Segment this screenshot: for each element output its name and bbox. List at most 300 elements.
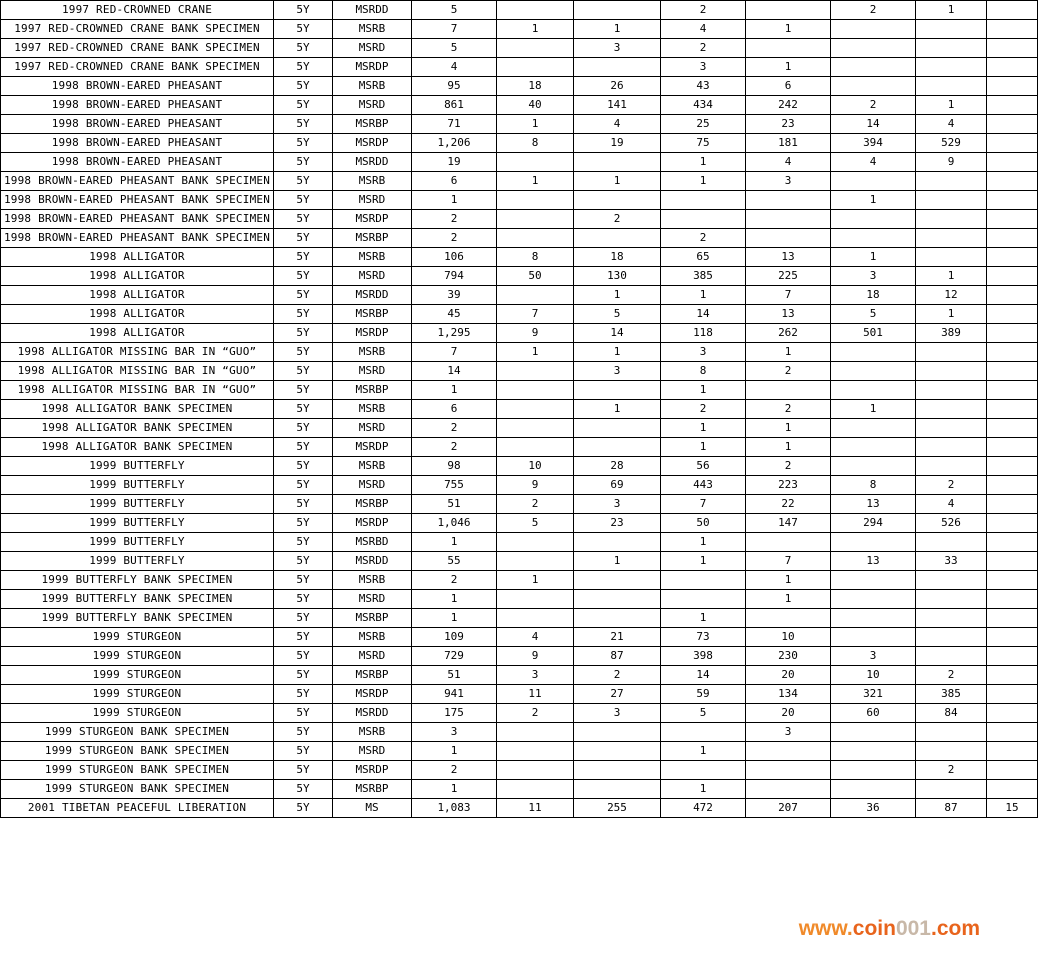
cell-label: MSRDP <box>333 134 412 153</box>
cell-grade: 5Y <box>274 457 333 476</box>
cell-label: MSRB <box>333 20 412 39</box>
cell-description: 1998 ALLIGATOR <box>1 305 274 324</box>
cell-count4: 1 <box>661 419 746 438</box>
table-row <box>1 96 1038 115</box>
cell-count6 <box>831 39 916 58</box>
cell-count7: 33 <box>916 552 987 571</box>
cell-count7 <box>916 77 987 96</box>
cell-count7 <box>916 628 987 647</box>
cell-count6: 13 <box>831 495 916 514</box>
cell-grade: 5Y <box>274 77 333 96</box>
cell-count1: 1 <box>412 609 497 628</box>
cell-label: MSRBP <box>333 495 412 514</box>
cell-description: 1999 BUTTERFLY BANK SPECIMEN <box>1 571 274 590</box>
watermark-digits: 001 <box>895 917 931 940</box>
watermark-brand: coin <box>852 917 896 940</box>
cell-count5 <box>746 742 831 761</box>
cell-count8 <box>987 628 1038 647</box>
table-row <box>1 267 1038 286</box>
cell-label: MSRDP <box>333 210 412 229</box>
cell-count2: 4 <box>497 628 574 647</box>
cell-grade: 5Y <box>274 286 333 305</box>
cell-count7 <box>916 343 987 362</box>
cell-description: 1998 BROWN-EARED PHEASANT <box>1 115 274 134</box>
cell-count5 <box>746 609 831 628</box>
table-row <box>1 305 1038 324</box>
cell-grade: 5Y <box>274 742 333 761</box>
cell-count4: 8 <box>661 362 746 381</box>
cell-description: 2001 TIBETAN PEACEFUL LIBERATION <box>1 799 274 818</box>
cell-count1: 71 <box>412 115 497 134</box>
cell-label: MSRDP <box>333 761 412 780</box>
cell-count2 <box>497 286 574 305</box>
cell-count5: 207 <box>746 799 831 818</box>
cell-count5: 23 <box>746 115 831 134</box>
cell-description: 1998 BROWN-EARED PHEASANT BANK SPECIMEN <box>1 210 274 229</box>
cell-count3: 1 <box>574 20 661 39</box>
cell-count1: 6 <box>412 172 497 191</box>
cell-grade: 5Y <box>274 39 333 58</box>
cell-count2 <box>497 590 574 609</box>
cell-count5: 2 <box>746 400 831 419</box>
cell-count3: 69 <box>574 476 661 495</box>
cell-count6: 1 <box>831 191 916 210</box>
cell-count8 <box>987 761 1038 780</box>
table-row <box>1 39 1038 58</box>
cell-count2: 11 <box>497 799 574 818</box>
cell-count4: 14 <box>661 666 746 685</box>
cell-label: MSRB <box>333 343 412 362</box>
cell-count8 <box>987 685 1038 704</box>
cell-count3: 14 <box>574 324 661 343</box>
cell-label: MSRBP <box>333 666 412 685</box>
cell-description: 1997 RED-CROWNED CRANE BANK SPECIMEN <box>1 20 274 39</box>
cell-label: MSRBP <box>333 305 412 324</box>
cell-count7: 1 <box>916 305 987 324</box>
table-row <box>1 20 1038 39</box>
cell-description: 1998 BROWN-EARED PHEASANT <box>1 134 274 153</box>
cell-count4: 4 <box>661 20 746 39</box>
cell-description: 1998 BROWN-EARED PHEASANT BANK SPECIMEN <box>1 191 274 210</box>
cell-count3: 18 <box>574 248 661 267</box>
cell-grade: 5Y <box>274 514 333 533</box>
cell-count6: 60 <box>831 704 916 723</box>
cell-grade: 5Y <box>274 362 333 381</box>
cell-count1: 2 <box>412 571 497 590</box>
cell-count2: 1 <box>497 172 574 191</box>
cell-count6 <box>831 419 916 438</box>
cell-description: 1998 ALLIGATOR BANK SPECIMEN <box>1 419 274 438</box>
cell-count7: 2 <box>916 761 987 780</box>
cell-count1: 98 <box>412 457 497 476</box>
table-row <box>1 780 1038 799</box>
cell-grade: 5Y <box>274 153 333 172</box>
cell-count5 <box>746 381 831 400</box>
cell-count7 <box>916 419 987 438</box>
cell-count3 <box>574 590 661 609</box>
cell-count2: 5 <box>497 514 574 533</box>
cell-count1: 1 <box>412 191 497 210</box>
cell-description: 1998 ALLIGATOR <box>1 324 274 343</box>
cell-count7: 12 <box>916 286 987 305</box>
cell-count3 <box>574 153 661 172</box>
cell-count2 <box>497 39 574 58</box>
cell-count6: 14 <box>831 115 916 134</box>
cell-count5: 181 <box>746 134 831 153</box>
cell-count8 <box>987 343 1038 362</box>
cell-label: MSRB <box>333 628 412 647</box>
cell-grade: 5Y <box>274 438 333 457</box>
cell-grade: 5Y <box>274 229 333 248</box>
cell-count8 <box>987 362 1038 381</box>
cell-count7: 389 <box>916 324 987 343</box>
cell-count7: 84 <box>916 704 987 723</box>
cell-count1: 106 <box>412 248 497 267</box>
cell-count1: 175 <box>412 704 497 723</box>
cell-grade: 5Y <box>274 419 333 438</box>
cell-count1: 14 <box>412 362 497 381</box>
cell-count3 <box>574 742 661 761</box>
table-row <box>1 362 1038 381</box>
cell-label: MSRBD <box>333 533 412 552</box>
table-row <box>1 115 1038 134</box>
cell-count4 <box>661 571 746 590</box>
cell-count3: 4 <box>574 115 661 134</box>
cell-grade: 5Y <box>274 666 333 685</box>
cell-count8 <box>987 647 1038 666</box>
cell-count8 <box>987 248 1038 267</box>
cell-count6: 3 <box>831 647 916 666</box>
cell-label: MSRD <box>333 267 412 286</box>
cell-count7: 87 <box>916 799 987 818</box>
cell-count6 <box>831 742 916 761</box>
cell-count8 <box>987 20 1038 39</box>
cell-count1: 1,046 <box>412 514 497 533</box>
cell-count7 <box>916 210 987 229</box>
cell-count8 <box>987 39 1038 58</box>
cell-label: MSRD <box>333 476 412 495</box>
cell-description: 1998 BROWN-EARED PHEASANT BANK SPECIMEN <box>1 172 274 191</box>
cell-description: 1999 BUTTERFLY <box>1 495 274 514</box>
table-row <box>1 742 1038 761</box>
cell-label: MSRD <box>333 590 412 609</box>
cell-count5: 225 <box>746 267 831 286</box>
cell-count6 <box>831 571 916 590</box>
cell-count4 <box>661 210 746 229</box>
cell-description: 1999 STURGEON BANK SPECIMEN <box>1 780 274 799</box>
table-row <box>1 647 1038 666</box>
cell-count7: 1 <box>916 96 987 115</box>
cell-count2: 2 <box>497 704 574 723</box>
cell-count5 <box>746 533 831 552</box>
cell-count7: 2 <box>916 476 987 495</box>
cell-label: MSRB <box>333 723 412 742</box>
cell-count4: 65 <box>661 248 746 267</box>
cell-count2 <box>497 609 574 628</box>
cell-count4: 2 <box>661 229 746 248</box>
cell-count3: 2 <box>574 666 661 685</box>
cell-count6 <box>831 723 916 742</box>
cell-label: MSRD <box>333 742 412 761</box>
table-row <box>1 438 1038 457</box>
cell-count5: 2 <box>746 457 831 476</box>
cell-grade: 5Y <box>274 134 333 153</box>
table-row <box>1 685 1038 704</box>
cell-count3 <box>574 571 661 590</box>
cell-count8 <box>987 742 1038 761</box>
cell-count3: 27 <box>574 685 661 704</box>
cell-count5: 20 <box>746 666 831 685</box>
cell-count7 <box>916 191 987 210</box>
cell-count2 <box>497 742 574 761</box>
cell-label: MSRB <box>333 77 412 96</box>
cell-count2 <box>497 438 574 457</box>
cell-count8 <box>987 172 1038 191</box>
cell-count8 <box>987 77 1038 96</box>
cell-grade: 5Y <box>274 305 333 324</box>
cell-count4 <box>661 191 746 210</box>
cell-count2 <box>497 381 574 400</box>
cell-count7 <box>916 172 987 191</box>
cell-description: 1999 STURGEON <box>1 666 274 685</box>
cell-count2 <box>497 210 574 229</box>
cell-count3: 2 <box>574 210 661 229</box>
cell-count6 <box>831 628 916 647</box>
cell-count2 <box>497 1 574 20</box>
cell-count3: 255 <box>574 799 661 818</box>
table-row <box>1 799 1038 818</box>
cell-count8 <box>987 723 1038 742</box>
cell-label: MSRB <box>333 457 412 476</box>
table-row <box>1 191 1038 210</box>
cell-count6 <box>831 609 916 628</box>
cell-grade: 5Y <box>274 96 333 115</box>
cell-description: 1999 STURGEON BANK SPECIMEN <box>1 723 274 742</box>
cell-description: 1998 BROWN-EARED PHEASANT <box>1 96 274 115</box>
cell-count4: 2 <box>661 400 746 419</box>
cell-count6: 1 <box>831 400 916 419</box>
cell-count5: 1 <box>746 590 831 609</box>
cell-label: MSRD <box>333 39 412 58</box>
table-row <box>1 229 1038 248</box>
cell-count7: 385 <box>916 685 987 704</box>
cell-description: 1999 STURGEON <box>1 704 274 723</box>
cell-label: MSRBP <box>333 780 412 799</box>
cell-label: MSRDP <box>333 438 412 457</box>
cell-count7: 4 <box>916 495 987 514</box>
cell-count4: 1 <box>661 172 746 191</box>
cell-description: 1998 ALLIGATOR MISSING BAR IN “GUO” <box>1 362 274 381</box>
cell-count7 <box>916 590 987 609</box>
cell-count3: 26 <box>574 77 661 96</box>
cell-label: MSRD <box>333 191 412 210</box>
table-row <box>1 666 1038 685</box>
cell-count8 <box>987 533 1038 552</box>
cell-label: MSRDD <box>333 552 412 571</box>
cell-description: 1998 ALLIGATOR MISSING BAR IN “GUO” <box>1 381 274 400</box>
cell-count4: 118 <box>661 324 746 343</box>
cell-count6: 36 <box>831 799 916 818</box>
cell-count5 <box>746 210 831 229</box>
cell-count4: 3 <box>661 343 746 362</box>
cell-label: MSRB <box>333 248 412 267</box>
cell-grade: 5Y <box>274 685 333 704</box>
cell-count5: 230 <box>746 647 831 666</box>
cell-description: 1998 BROWN-EARED PHEASANT <box>1 153 274 172</box>
cell-count3 <box>574 761 661 780</box>
cell-count2: 8 <box>497 248 574 267</box>
cell-count2 <box>497 533 574 552</box>
cell-count2 <box>497 229 574 248</box>
cell-count4: 1 <box>661 780 746 799</box>
cell-count5: 13 <box>746 305 831 324</box>
cell-count8 <box>987 552 1038 571</box>
cell-count4: 14 <box>661 305 746 324</box>
cell-label: MSRDP <box>333 324 412 343</box>
cell-count2: 1 <box>497 343 574 362</box>
table-row <box>1 210 1038 229</box>
cell-count5 <box>746 780 831 799</box>
cell-count6 <box>831 77 916 96</box>
cell-grade: 5Y <box>274 210 333 229</box>
cell-count1: 5 <box>412 39 497 58</box>
cell-count5 <box>746 191 831 210</box>
cell-description: 1998 ALLIGATOR <box>1 286 274 305</box>
cell-count5 <box>746 39 831 58</box>
cell-label: MSRBP <box>333 115 412 134</box>
cell-description: 1999 STURGEON <box>1 647 274 666</box>
cell-count5: 3 <box>746 172 831 191</box>
cell-count7 <box>916 229 987 248</box>
cell-grade: 5Y <box>274 609 333 628</box>
cell-count3: 23 <box>574 514 661 533</box>
cell-grade: 5Y <box>274 571 333 590</box>
cell-count6: 13 <box>831 552 916 571</box>
cell-count8 <box>987 96 1038 115</box>
cell-count7: 526 <box>916 514 987 533</box>
cell-count6 <box>831 362 916 381</box>
cell-count4: 7 <box>661 495 746 514</box>
cell-count6 <box>831 172 916 191</box>
cell-count6: 321 <box>831 685 916 704</box>
cell-count4: 1 <box>661 153 746 172</box>
cell-count8 <box>987 305 1038 324</box>
cell-count6 <box>831 457 916 476</box>
cell-description: 1998 ALLIGATOR MISSING BAR IN “GUO” <box>1 343 274 362</box>
cell-description: 1997 RED-CROWNED CRANE <box>1 1 274 20</box>
cell-count4: 43 <box>661 77 746 96</box>
cell-count8 <box>987 191 1038 210</box>
cell-count2: 50 <box>497 267 574 286</box>
cell-count3: 1 <box>574 343 661 362</box>
cell-count6: 2 <box>831 1 916 20</box>
cell-count5 <box>746 229 831 248</box>
cell-grade: 5Y <box>274 723 333 742</box>
cell-count3: 3 <box>574 362 661 381</box>
cell-count3 <box>574 229 661 248</box>
cell-grade: 5Y <box>274 1 333 20</box>
cell-count4: 50 <box>661 514 746 533</box>
cell-count1: 51 <box>412 666 497 685</box>
table-body <box>1 1 1038 818</box>
cell-grade: 5Y <box>274 799 333 818</box>
cell-count7 <box>916 400 987 419</box>
cell-count8 <box>987 153 1038 172</box>
cell-count2: 8 <box>497 134 574 153</box>
cell-label: MSRB <box>333 172 412 191</box>
cell-count8 <box>987 286 1038 305</box>
cell-count1: 5 <box>412 1 497 20</box>
table-row <box>1 400 1038 419</box>
cell-grade: 5Y <box>274 400 333 419</box>
cell-count1: 6 <box>412 400 497 419</box>
cell-count5: 242 <box>746 96 831 115</box>
cell-count5: 1 <box>746 438 831 457</box>
cell-count4: 1 <box>661 438 746 457</box>
cell-count3 <box>574 381 661 400</box>
cell-count6: 394 <box>831 134 916 153</box>
cell-count7 <box>916 780 987 799</box>
cell-count3: 3 <box>574 495 661 514</box>
cell-label: MSRDP <box>333 58 412 77</box>
cell-description: 1999 BUTTERFLY BANK SPECIMEN <box>1 609 274 628</box>
cell-count7 <box>916 647 987 666</box>
cell-count7 <box>916 533 987 552</box>
cell-count6: 3 <box>831 267 916 286</box>
cell-count2: 40 <box>497 96 574 115</box>
cell-count5: 6 <box>746 77 831 96</box>
table-row <box>1 324 1038 343</box>
cell-label: MSRDP <box>333 685 412 704</box>
cell-label: MSRBP <box>333 381 412 400</box>
cell-count2 <box>497 419 574 438</box>
cell-description: 1999 BUTTERFLY <box>1 457 274 476</box>
cell-count2 <box>497 723 574 742</box>
cell-count7 <box>916 571 987 590</box>
cell-count8 <box>987 210 1038 229</box>
cell-count5: 223 <box>746 476 831 495</box>
cell-count3: 3 <box>574 39 661 58</box>
table-row <box>1 172 1038 191</box>
cell-count4: 1 <box>661 286 746 305</box>
cell-count7 <box>916 381 987 400</box>
cell-count6: 2 <box>831 96 916 115</box>
cell-count5: 1 <box>746 343 831 362</box>
cell-label: MSRBP <box>333 229 412 248</box>
cell-count8 <box>987 324 1038 343</box>
cell-label: MSRD <box>333 419 412 438</box>
cell-count5 <box>746 761 831 780</box>
cell-count5: 7 <box>746 552 831 571</box>
cell-count1: 109 <box>412 628 497 647</box>
cell-count8 <box>987 571 1038 590</box>
cell-count7: 529 <box>916 134 987 153</box>
table-row <box>1 1 1038 20</box>
cell-grade: 5Y <box>274 495 333 514</box>
cell-count1: 1 <box>412 780 497 799</box>
cell-description: 1997 RED-CROWNED CRANE BANK SPECIMEN <box>1 58 274 77</box>
cell-count6: 4 <box>831 153 916 172</box>
cell-count4: 1 <box>661 609 746 628</box>
cell-count5: 1 <box>746 20 831 39</box>
cell-description: 1999 BUTTERFLY <box>1 476 274 495</box>
cell-count6 <box>831 761 916 780</box>
cell-count4: 1 <box>661 381 746 400</box>
cell-count8 <box>987 476 1038 495</box>
cell-description: 1998 ALLIGATOR BANK SPECIMEN <box>1 438 274 457</box>
table-row <box>1 628 1038 647</box>
cell-count3: 19 <box>574 134 661 153</box>
